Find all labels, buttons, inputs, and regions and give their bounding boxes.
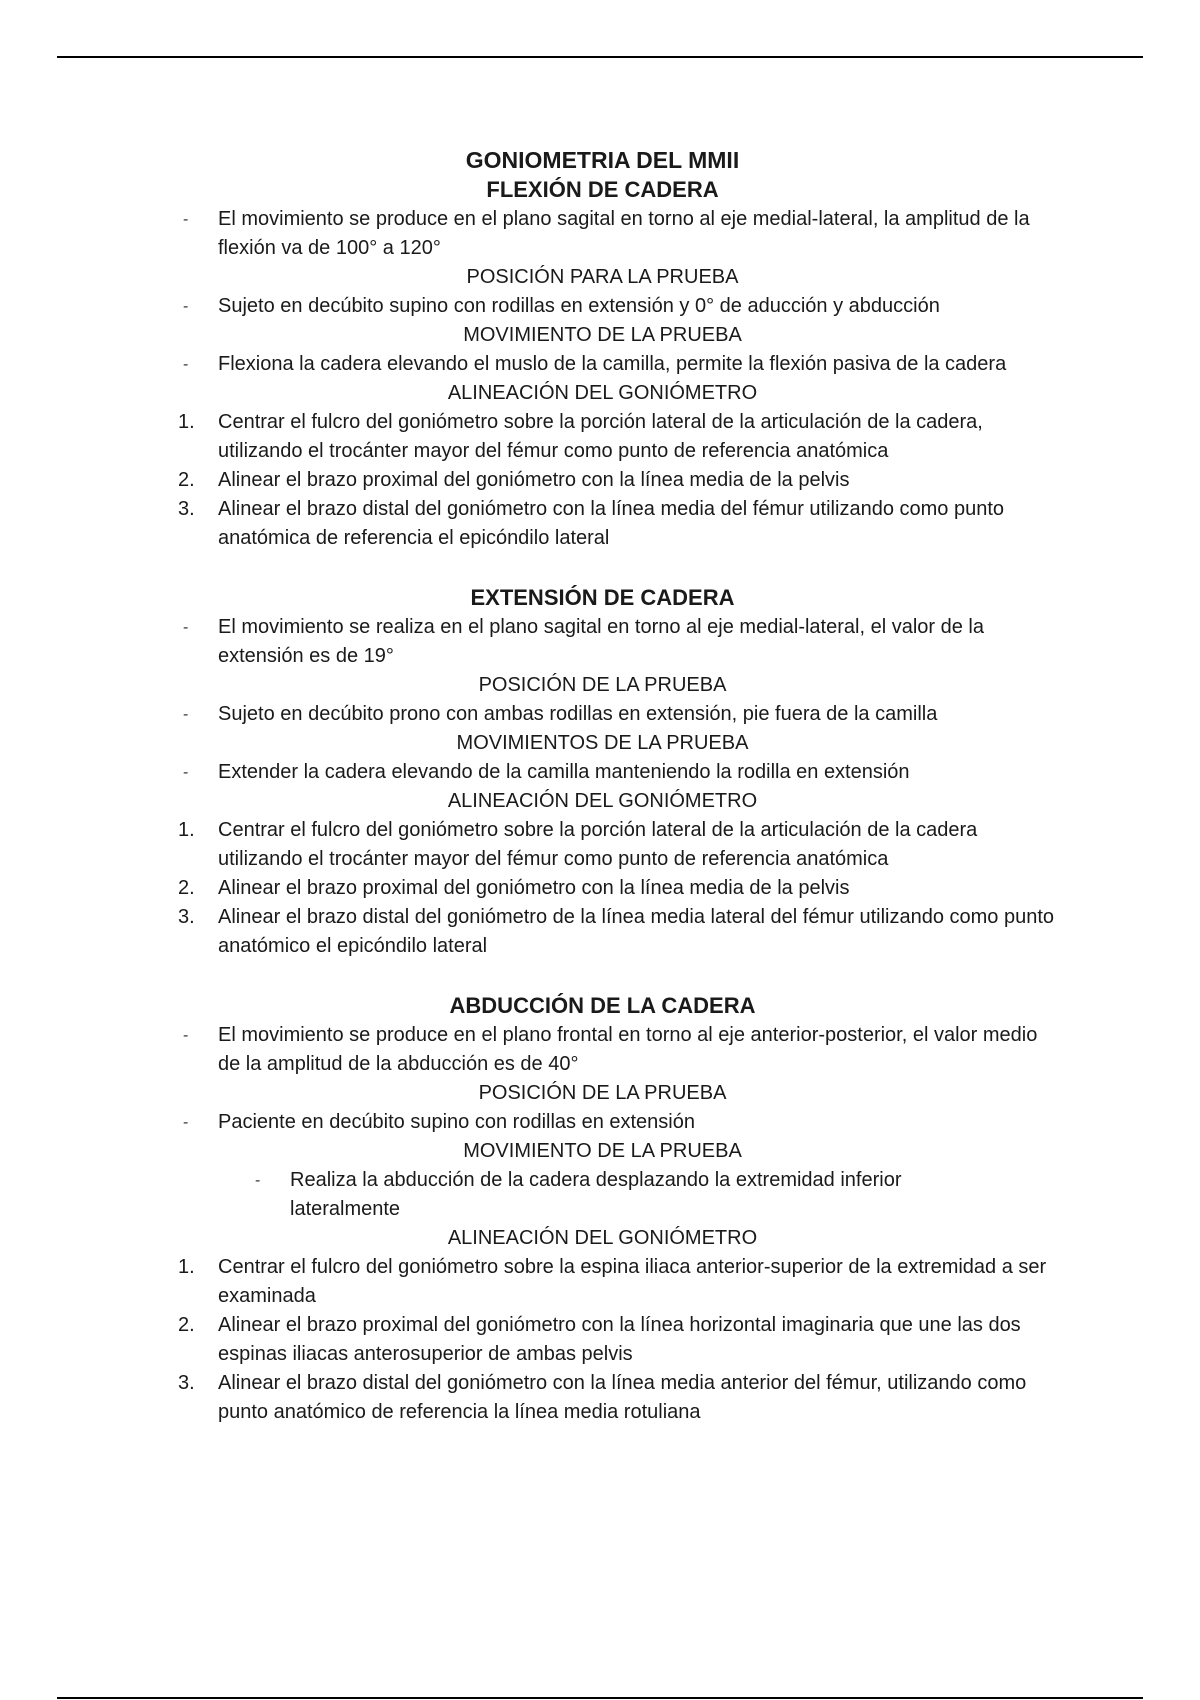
step-number: 1.	[178, 411, 195, 433]
description-text: El movimiento se realiza en el plano sagital en torno al eje medial-lateral, el valor de la extensión es de 19°	[218, 616, 984, 667]
dash-bullet: -	[183, 1027, 189, 1044]
dash-bullet: -	[183, 211, 189, 228]
movement-heading: MOVIMIENTO DE LA PRUEBA	[463, 1140, 742, 1162]
section-flexion	[0, 175, 1200, 553]
movement-item	[0, 350, 1058, 379]
step-text: Alinear el brazo distal del goniómetro de la línea media lateral del fémur utilizando como punto anatómico el epicóndilo lateral	[218, 906, 1055, 957]
dash-bullet: -	[183, 706, 189, 723]
step-text: Alinear el brazo distal del goniómetro con la línea media del fémur utilizando como punto anatómica de referencia el epicóndilo lateral	[218, 498, 1005, 549]
description-item	[0, 1021, 1058, 1079]
step-number: 1.	[178, 1256, 195, 1278]
step-text: Centrar el fulcro del goniómetro sobre la espina iliaca anterior-superior de la extremidad a ser examinada	[218, 1256, 1047, 1307]
step-number: 3.	[178, 906, 195, 928]
position-item	[0, 1108, 1058, 1137]
dash-bullet: -	[183, 356, 189, 373]
alignment-step	[0, 903, 1058, 961]
step-text: Centrar el fulcro del goniómetro sobre la porción lateral de la articulación de la cadera utilizando el trocánter mayor del fémur como punto de referencia anatómica	[218, 819, 978, 870]
movement-item	[0, 1166, 990, 1224]
step-number: 2.	[178, 877, 195, 899]
step-text: Alinear el brazo distal del goniómetro con la línea media anterior del fémur, utilizando como punto anatómico de referencia la línea media rotuliana	[218, 1372, 1027, 1423]
movement-heading: MOVIMIENTOS DE LA PRUEBA	[456, 732, 749, 754]
movement-heading: MOVIMIENTO DE LA PRUEBA	[463, 324, 742, 346]
alignment-step	[0, 408, 1058, 466]
movement-text: Extender la cadera elevando de la camilla manteniendo la rodilla en extensión	[218, 761, 910, 783]
movement-item	[0, 758, 1058, 787]
alignment-step	[0, 495, 1058, 553]
section-title: ABDUCCIÓN DE LA CADERA	[449, 993, 756, 1018]
step-number: 1.	[178, 819, 195, 841]
dash-bullet: -	[183, 619, 189, 636]
movement-text: Realiza la abducción de la cadera desplazando la extremidad inferior lateralmente	[290, 1169, 902, 1220]
position-item	[0, 292, 1058, 321]
dash-bullet: -	[183, 764, 189, 781]
document-title: GONIOMETRIA DEL MMII	[465, 147, 740, 173]
description-text: El movimiento se produce en el plano sagital en torno al eje medial-lateral, la amplitud de la flexión va de 100° a 120°	[218, 208, 1030, 259]
position-heading: POSICIÓN PARA LA PRUEBA	[466, 266, 739, 288]
movement-text: Flexiona la cadera elevando el muslo de la camilla, permite la flexión pasiva de la cadera	[218, 353, 1007, 375]
step-text: Alinear el brazo proximal del goniómetro con la línea media de la pelvis	[218, 469, 850, 491]
description-item	[0, 205, 1058, 263]
position-item	[0, 700, 1058, 729]
alignment-step	[0, 466, 1058, 495]
section-extension	[0, 583, 1200, 961]
alignment-step	[0, 1311, 1058, 1369]
step-text: Centrar el fulcro del goniómetro sobre la porción lateral de la articulación de la cadera, utilizando el trocánter mayor del fémur como punto de referencia anatómica	[218, 411, 983, 462]
position-text: Sujeto en decúbito prono con ambas rodillas en extensión, pie fuera de la camilla	[218, 703, 938, 725]
alignment-step	[0, 1369, 1058, 1427]
top-divider	[57, 56, 1143, 58]
section-title: EXTENSIÓN DE CADERA	[470, 585, 735, 610]
alignment-heading: ALINEACIÓN DEL GONIÓMETRO	[447, 790, 758, 812]
section-abduccion	[0, 991, 1200, 1427]
step-text: Alinear el brazo proximal del goniómetro con la línea horizontal imaginaria que une las dos espinas iliacas anterosuperior de ambas pelvis	[218, 1314, 1021, 1365]
alignment-heading: ALINEACIÓN DEL GONIÓMETRO	[447, 382, 758, 404]
alignment-step	[0, 1253, 1058, 1311]
section-title: FLEXIÓN DE CADERA	[486, 177, 719, 202]
step-number: 2.	[178, 469, 195, 491]
description-item	[0, 613, 1058, 671]
step-number: 3.	[178, 1372, 195, 1394]
position-heading: POSICIÓN DE LA PRUEBA	[478, 1082, 727, 1104]
document-body	[0, 145, 1200, 1427]
position-heading: POSICIÓN DE LA PRUEBA	[478, 674, 727, 696]
position-text: Paciente en decúbito supino con rodillas en extensión	[218, 1111, 695, 1133]
alignment-heading: ALINEACIÓN DEL GONIÓMETRO	[447, 1227, 758, 1249]
description-text: El movimiento se produce en el plano frontal en torno al eje anterior-posterior, el valor medio de la amplitud de la abducción es de 40°	[218, 1024, 1038, 1075]
step-text: Alinear el brazo proximal del goniómetro con la línea media de la pelvis	[218, 877, 850, 899]
position-text: Sujeto en decúbito supino con rodillas en extensión y 0° de aducción y abducción	[218, 295, 940, 317]
alignment-step	[0, 816, 1058, 874]
step-number: 3.	[178, 498, 195, 520]
dash-bullet: -	[255, 1172, 261, 1189]
dash-bullet: -	[183, 1114, 189, 1131]
bottom-divider	[57, 1697, 1143, 1699]
alignment-step	[0, 874, 1058, 903]
step-number: 2.	[178, 1314, 195, 1336]
dash-bullet: -	[183, 298, 189, 315]
